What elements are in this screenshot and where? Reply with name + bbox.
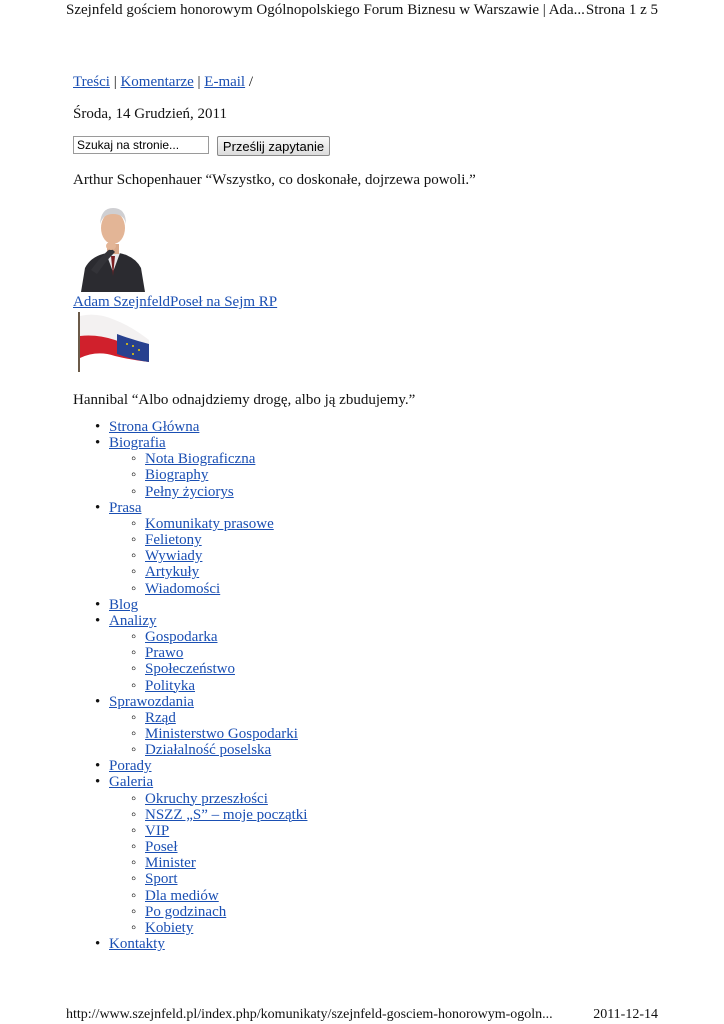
quote-hannibal: Hannibal “Albo odnajdziemy drogę, albo ją zbudujemy.”: [73, 392, 416, 408]
submenu: [109, 629, 307, 694]
menu-item: [95, 435, 307, 500]
submenu-item: [131, 548, 307, 564]
search-submit-button[interactable]: Prześlij zapytanie: [217, 136, 330, 156]
submenu: [109, 451, 307, 499]
trail-slash: /: [245, 74, 254, 90]
submenu-item: [131, 467, 307, 483]
submenu-item: [131, 532, 307, 548]
flag-image[interactable]: [75, 310, 151, 372]
menu-link[interactable]: Prasa: [109, 499, 142, 516]
menu-item: [95, 419, 307, 435]
submenu-link[interactable]: Ministerstwo Gospodarki: [145, 725, 298, 742]
submenu-item: [131, 726, 307, 742]
submenu-link[interactable]: Wiadomości: [145, 580, 221, 597]
profile-link-container: [73, 292, 277, 312]
submenu-link[interactable]: Sport: [145, 871, 178, 888]
submenu-link[interactable]: Komunikaty prasowe: [145, 515, 274, 532]
menu-link[interactable]: Blog: [109, 596, 139, 613]
submenu-link[interactable]: Prawo: [145, 645, 184, 662]
top-links: [73, 72, 253, 92]
submenu-item: [131, 629, 307, 645]
submenu-item: [131, 904, 307, 920]
submenu-item: [131, 855, 307, 871]
menu-item: [95, 936, 307, 952]
menu-link[interactable]: Kontakty: [109, 936, 165, 952]
menu-link[interactable]: Porady: [109, 758, 152, 775]
separator: |: [109, 74, 121, 90]
print-footer: [66, 1006, 658, 1024]
portrait-photo[interactable]: [77, 200, 149, 292]
page-title: Szejnfeld gościem honorowym Ogólnopolskiego Forum Biznesu w Warszawie | Ada...: [66, 2, 585, 18]
search-input[interactable]: [73, 136, 209, 154]
submenu-item: [131, 484, 307, 500]
menu-link[interactable]: Biografia: [109, 435, 166, 452]
link-komentarze[interactable]: Komentarze: [120, 74, 194, 90]
profile-link[interactable]: Adam SzejnfeldPoseł na Sejm RP: [73, 294, 278, 310]
submenu-item: [131, 451, 307, 467]
submenu-item: [131, 516, 307, 532]
menu-item: [95, 758, 307, 774]
submenu-item: [131, 839, 307, 855]
submenu-item: [131, 661, 307, 677]
submenu-item: [131, 678, 307, 694]
menu-item: [95, 694, 307, 759]
page-number: Strona 1 z 5: [585, 2, 658, 18]
main-menu: [95, 419, 307, 952]
submenu-link[interactable]: Minister: [145, 855, 196, 872]
submenu-link[interactable]: Biography: [145, 467, 209, 484]
submenu-item: [131, 807, 307, 823]
submenu-link[interactable]: Pełny życiorys: [145, 483, 234, 500]
submenu-link[interactable]: Dla mediów: [145, 887, 219, 904]
submenu-link[interactable]: Felietony: [145, 532, 202, 549]
print-header: [66, 0, 658, 22]
submenu-item: [131, 920, 307, 936]
submenu-link[interactable]: Kobiety: [145, 919, 194, 936]
page-url: http://www.szejnfeld.pl/index.php/komunikaty/szejnfeld-gosciem-honorowym-ogoln...: [66, 1007, 553, 1022]
submenu-item: [131, 823, 307, 839]
menu-link[interactable]: Galeria: [109, 774, 154, 791]
submenu-item: [131, 710, 307, 726]
separator: |: [193, 74, 205, 90]
submenu-link[interactable]: Artykuły: [145, 564, 200, 581]
menu-link[interactable]: Analizy: [109, 612, 157, 629]
menu-link[interactable]: Strona Główna: [109, 419, 200, 435]
submenu-item: [131, 791, 307, 807]
submenu-link[interactable]: Wywiady: [145, 548, 203, 565]
menu-link[interactable]: Sprawozdania: [109, 693, 194, 710]
menu-item: [95, 500, 307, 597]
submenu-item: [131, 871, 307, 887]
link-tresci[interactable]: Treści: [73, 74, 110, 90]
submenu-item: [131, 742, 307, 758]
submenu-link[interactable]: Gospodarka: [145, 629, 218, 646]
submenu-link[interactable]: Społeczeństwo: [145, 661, 235, 678]
submenu: [109, 791, 307, 936]
print-date: 2011-12-14: [593, 1007, 658, 1022]
submenu-item: [131, 564, 307, 580]
submenu-item: [131, 645, 307, 661]
quote-schopenhauer: Arthur Schopenhauer “Wszystko, co doskonałe, dojrzewa powoli.”: [73, 172, 476, 188]
submenu-item: [131, 888, 307, 904]
submenu-link[interactable]: NSZZ „S” – moje początki: [145, 806, 308, 823]
menu-item: [95, 774, 307, 936]
menu-item: [95, 613, 307, 694]
current-date: Środa, 14 Grudzień, 2011: [73, 106, 227, 122]
submenu: [109, 710, 307, 758]
menu-item: [95, 597, 307, 613]
submenu-link[interactable]: VIP: [145, 822, 170, 839]
submenu-link[interactable]: Po godzinach: [145, 903, 227, 920]
submenu-link[interactable]: Poseł: [145, 839, 178, 856]
submenu: [109, 516, 307, 597]
submenu-link[interactable]: Działalność poselska: [145, 742, 272, 759]
submenu-link[interactable]: Okruchy przeszłości: [145, 790, 268, 807]
submenu-link[interactable]: Nota Biograficzna: [145, 451, 256, 468]
submenu-link[interactable]: Polityka: [145, 677, 196, 694]
link-email[interactable]: E-mail: [204, 74, 246, 90]
submenu-link[interactable]: Rząd: [145, 709, 176, 726]
submenu-item: [131, 581, 307, 597]
